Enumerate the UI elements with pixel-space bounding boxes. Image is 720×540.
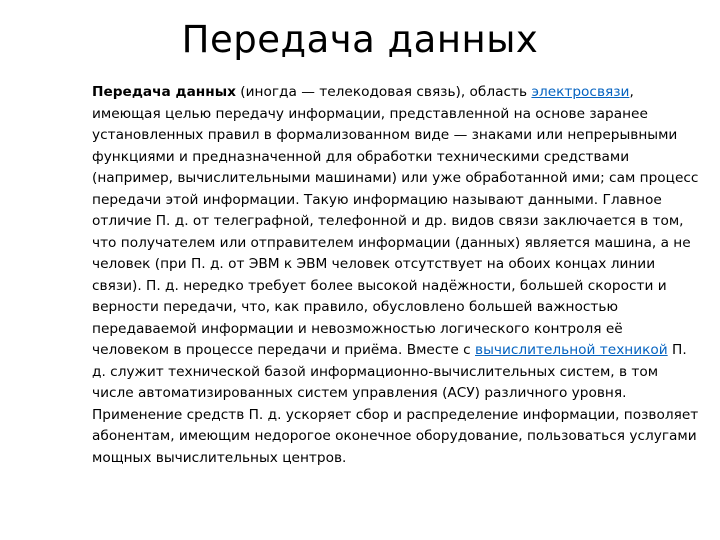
text-segment-1: (иногда — телекодовая связь), область [235,84,532,100]
link-electrosvyaz[interactable]: электросвязи [531,84,630,100]
lead-term: Передача данных [92,84,236,100]
text-segment-2: , имеющая целью передачу информации, представленной на основе заранее установленных правил в формализованном виде — знаками или непрерывными функциями и предназначенной для обработки техническими средствами (например, вычислительными машинами) или уже обработанной ими; сам процесс передачи этой информации. Такую информацию называют данными. Главное отличие П. д. от телеграфной, телефонной и др. видов связи заключается в том, что получателем или отправителем информации (данных) является машина, а не человек (при П. д. от ЭВМ к ЭВМ человек отсутствует на обоих концах линии связи). П. д. нередко требует более высокой надёжности, большей скорости и верности передачи, что, как правило, обусловлено большей важностью передаваемой информации и невозможностью логического контроля её человеком в процессе передачи и приёма. Вместе с [92,84,699,358]
link-computing-technology[interactable]: вычислительной техникой [475,342,668,358]
text-segment-3: П. д. служит технической базой информационно-вычислительных систем, в том числе автоматизированных систем управления (АСУ) различного уровня. Применение средств П. д. ускоряет сбор и распределение информации, позволяет абонентам, имеющим недорогое оконечное оборудование, пользоваться услугами мощных вычислительных центров. [92,342,699,466]
slide-title: Передача данных [181,18,539,61]
body-paragraph [92,82,702,469]
